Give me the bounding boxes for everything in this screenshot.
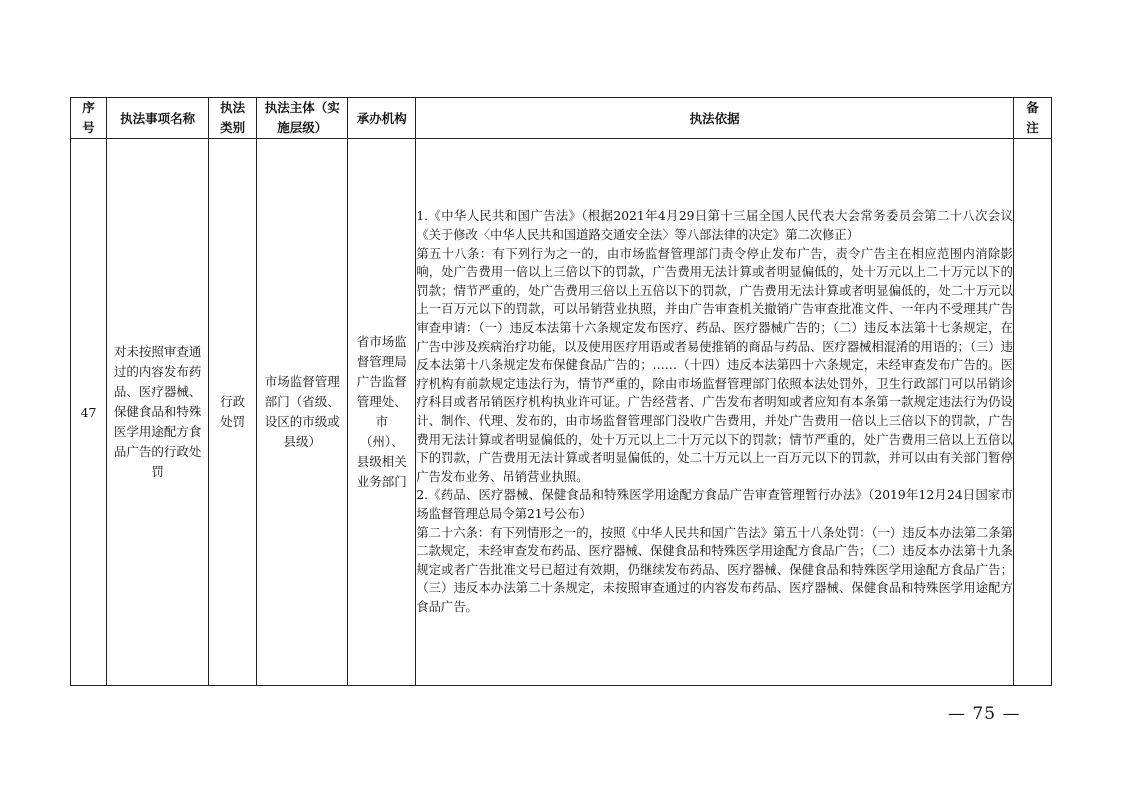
basis-paragraph-1: 1.《中华人民共和国广告法》（根据2021年4月29日第十三届全国人民代表大会常务委员会第二十八次会议《关于修改〈中华人民共和国道路交通安全法〉等八部法律的决定》第二次修正） bbox=[416, 209, 1013, 243]
cell-basis bbox=[416, 139, 1014, 686]
page-number: — 75 — bbox=[948, 704, 1021, 724]
cell-subject bbox=[257, 139, 348, 686]
item-name-value: 对未按照审查通过的内容发布药品、医疗器械、保健食品和特殊医学用途配方食品广告的行政处罚 bbox=[113, 344, 202, 479]
cell-seq bbox=[71, 139, 107, 686]
cell-type bbox=[209, 139, 257, 686]
org-value: 省市场监督管理局广告监督管理处、市（州）、县级相关业务部门 bbox=[356, 334, 407, 489]
header-seq-label: 序号 bbox=[82, 100, 95, 135]
header-note bbox=[1013, 98, 1051, 139]
table-row bbox=[71, 139, 1052, 686]
header-basis bbox=[416, 98, 1014, 139]
basis-paragraph-2: 第五十八条：有下列行为之一的，由市场监督管理部门责令停止发布广告，责令广告主在相应范围内消除影响，处广告费用一倍以上三倍以下的罚款，广告费用无法计算或者明显偏低的，处十万元以上二十万元以下的罚款；情节严重的，处广告费用三倍以上五倍以下的罚款，广告费用无法计算或者明显偏低的，处二十万元以上一百万元以下的罚款，可以吊销营业执照，并由广告审查机关撤销广告审查批准文件、一年内不受理其广告审查申请：（一）违反本法第十六条规定发布医疗、药品、医疗器械广告的；（二）违反本法第十七条规定，在广告中涉及疾病治疗功能，以及使用医疗用语或者易使推销的商品与药品、医疗器械相混淆的用语的；（三）违反本法第十八条规定发布保健食品广告的；……（十四）违反本法第四十六条规定，未经审查发布广告的。医疗机构有前款规定违法行为，情节严重的，除由市场监督管理部门依照本法处罚外，卫生行政部门可以吊销诊疗科目或者吊销医疗机构执业许可证。广告经营者、广告发布者明知或者应知有本条第一款规定违法行为仍设计、制作、代理、发布的，由市场监督管理部门没收广告费用，并处广告费用一倍以上三倍以下的罚款，广告费用无法计算或者明显偏低的，处十万元以上二十万元以下的罚款；情节严重的，处广告费用三倍以上五倍以下的罚款，广告费用无法计算或者明显偏低的，处二十万元以上一百万元以下的罚款，并可以由有关部门暂停广告发布业务、吊销营业执照。 bbox=[416, 246, 1013, 484]
cell-name bbox=[107, 139, 209, 686]
header-org-label: 承办机构 bbox=[356, 110, 407, 126]
header-note-label: 备注 bbox=[1026, 100, 1039, 135]
header-name-label: 执法事项名称 bbox=[120, 110, 196, 126]
header-name bbox=[107, 98, 209, 139]
basis-text bbox=[416, 207, 1013, 616]
header-seq bbox=[71, 98, 107, 139]
type-value: 行政处罚 bbox=[220, 394, 246, 429]
header-type bbox=[209, 98, 257, 139]
enforcement-table bbox=[70, 97, 1052, 686]
header-type-label: 执法类别 bbox=[220, 100, 246, 135]
subject-value: 市场监督管理部门（省级、设区的市级或县级） bbox=[264, 374, 340, 449]
seq-value: 47 bbox=[80, 404, 97, 420]
basis-paragraph-3: 2.《药品、医疗器械、保健食品和特殊医学用途配方食品广告审查管理暂行办法》（2019年12月24日国家市场监督管理总局令第21号公布） bbox=[416, 488, 1013, 521]
cell-note bbox=[1013, 139, 1051, 686]
header-org bbox=[348, 98, 416, 139]
header-subject-label: 执法主体（实施层级） bbox=[264, 100, 340, 135]
basis-paragraph-4: 第二十六条：有下列情形之一的，按照《中华人民共和国广告法》第五十八条处罚：（一）违反本办法第二条第二款规定，未经审查发布药品、医疗器械、保健食品和特殊医学用途配方食品广告；（二）违反本办法第十九条规定或者广告批准文号已超过有效期，仍继续发布药品、医疗器械、保健食品和特殊医学用途配方食品广告；（三）违反本办法第二十条规定，未按照审查通过的内容发布药品、医疗器械、保健食品和特殊医学用途配方食品广告。 bbox=[416, 525, 1013, 614]
enforcement-table-container bbox=[70, 97, 1052, 686]
table-header-row bbox=[71, 98, 1052, 139]
cell-org bbox=[348, 139, 416, 686]
header-basis-label: 执法依据 bbox=[689, 110, 740, 126]
header-subject bbox=[257, 98, 348, 139]
